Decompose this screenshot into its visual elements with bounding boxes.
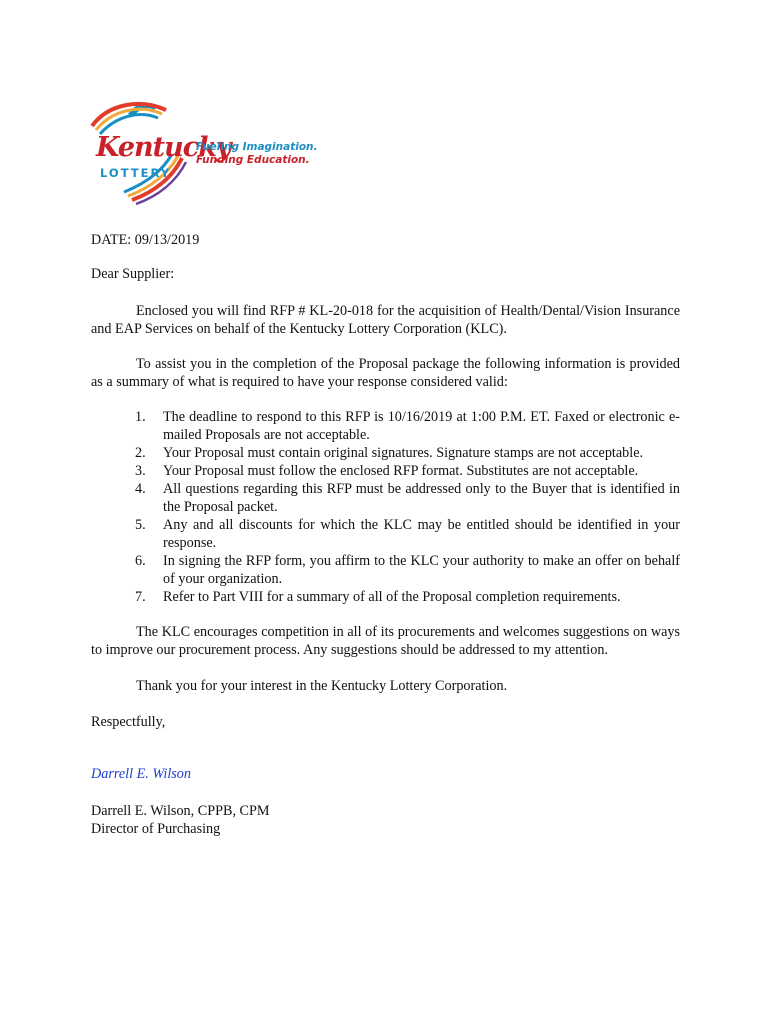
- closing: Respectfully,: [91, 714, 166, 730]
- paragraph-intro: Enclosed you will find RFP # KL-20-018 for the acquisition of Health/Dental/Vision Insurance and EAP Services on behalf of the Kentucky Lottery Corporation (KLC).: [91, 303, 680, 337]
- tagline-line-1: Fueling Imagination.: [196, 141, 318, 153]
- signature: Darrell E. Wilson: [91, 766, 191, 782]
- list-text: The deadline to respond to this RFP is 10/16/2019 at 1:00 P.M. ET. Faxed or electronic e-mailed Proposals are not acceptable.: [163, 409, 680, 443]
- list-number: 2.: [135, 445, 146, 461]
- list-number: 7.: [135, 589, 146, 605]
- list-text: In signing the RFP form, you affirm to the KLC your authority to make an offer on behalf of your organization.: [163, 553, 680, 587]
- paragraph-thanks: Thank you for your interest in the Kentucky Lottery Corporation.: [136, 678, 508, 694]
- signer-title: Director of Purchasing: [91, 821, 221, 837]
- logo-tagline: [196, 141, 318, 167]
- list-number: 4.: [135, 481, 146, 497]
- list-item: [135, 408, 680, 444]
- list-item: [135, 462, 680, 480]
- signer-name: Darrell E. Wilson, CPPB, CPM: [91, 803, 270, 819]
- list-item: [135, 552, 680, 588]
- tagline-line-2: Funding Education.: [196, 154, 310, 166]
- list-number: 5.: [135, 517, 146, 533]
- list-text: All questions regarding this RFP must be addressed only to the Buyer that is identified in the Proposal packet.: [163, 481, 680, 515]
- list-item: [135, 480, 680, 516]
- list-text: Your Proposal must contain original signatures. Signature stamps are not acceptable.: [163, 445, 644, 461]
- paragraph-competition: The KLC encourages competition in all of its procurements and welcomes suggestions on ways to improve our procurement process. Any suggestions should be addressed to my attention.: [91, 624, 680, 658]
- list-item: [135, 516, 680, 552]
- logo-brand-text: Kentucky: [96, 132, 231, 163]
- logo-lottery-text: LOTTERY: [100, 166, 172, 180]
- requirements-list: [135, 408, 680, 606]
- list-number: 3.: [135, 463, 146, 479]
- list-number: 1.: [135, 409, 146, 425]
- salutation: Dear Supplier:: [91, 266, 175, 282]
- list-text: Any and all discounts for which the KLC may be entitled should be identified in your response.: [163, 517, 680, 551]
- list-item: [135, 588, 680, 606]
- list-text: Your Proposal must follow the enclosed RFP format. Substitutes are not acceptable.: [163, 463, 639, 479]
- paragraph-summary: To assist you in the completion of the Proposal package the following information is provided as a summary of what is required to have your response considered valid:: [91, 356, 680, 390]
- letter-date: DATE: 09/13/2019: [91, 232, 200, 248]
- list-item: [135, 444, 680, 462]
- list-text: Refer to Part VIII for a summary of all of the Proposal completion requirements.: [163, 589, 621, 605]
- list-number: 6.: [135, 553, 146, 569]
- kentucky-lottery-logo: [88, 96, 318, 206]
